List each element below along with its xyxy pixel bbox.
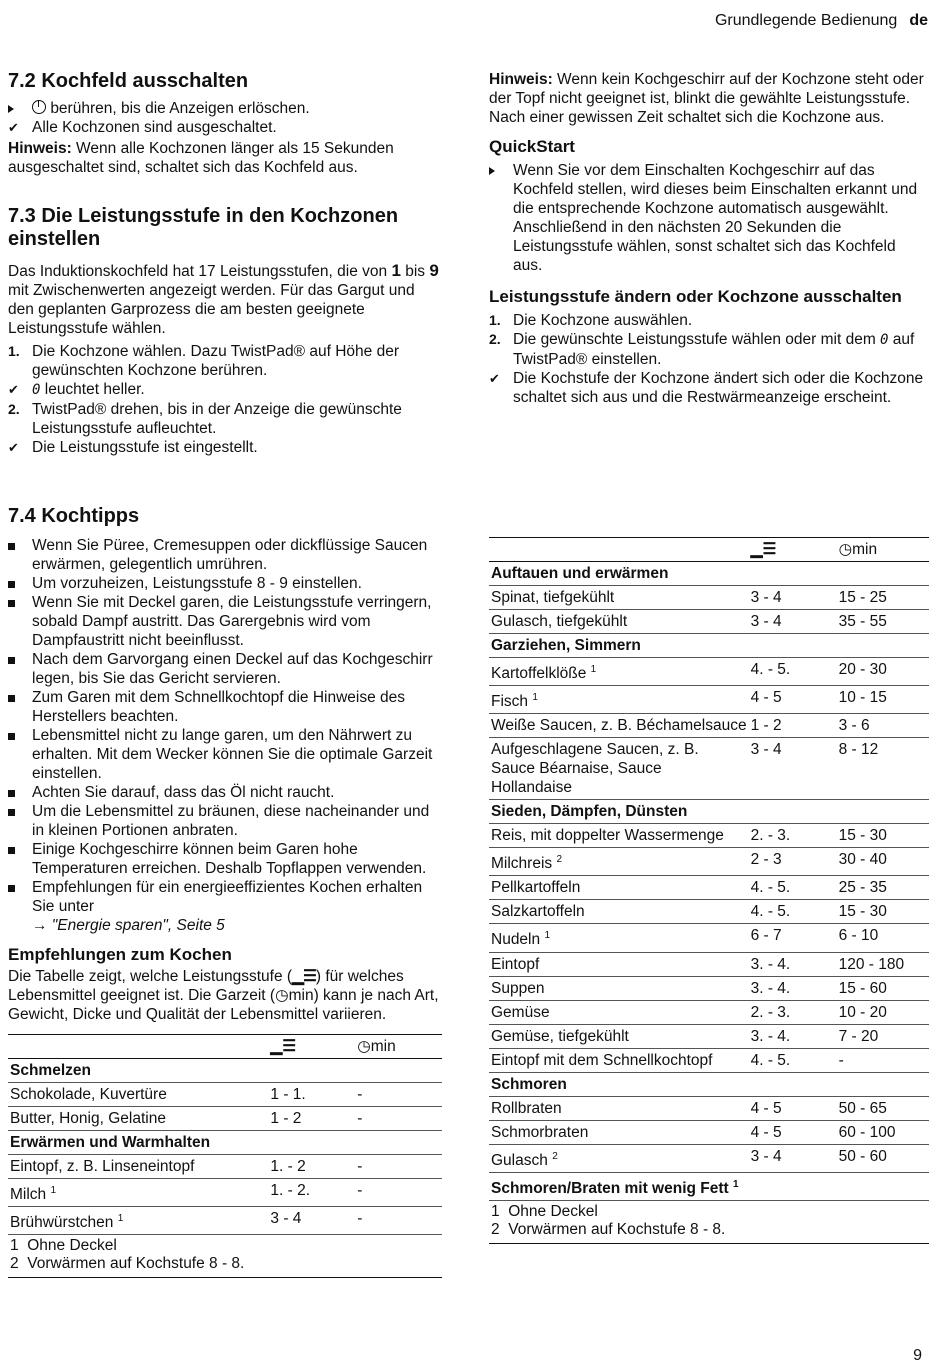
result-item: ✔ Die Kochstufe der Kochzone ändert sich oder die Kochzone schaltet sich aus und die Restwärmeanzeige erscheint. (489, 370, 924, 406)
footnote-2: 2 Vorwärmen auf Kochstufe 8 - 8. (491, 1220, 726, 1238)
time-cell: 60 - 100 (838, 1123, 896, 1141)
page-header (715, 12, 928, 30)
table-row: Rollbraten 4 - 5 50 - 65 (489, 1096, 929, 1120)
power-level-cell: 3. - 4. (750, 979, 791, 997)
power-level-cell: 4 - 5 (750, 1099, 782, 1117)
note-text: Wenn alle Kochzonen länger als 15 Sekunden ausgeschaltet sind, schaltet sich das Kochfeld aus. (8, 140, 394, 176)
time-cell: 25 - 35 (838, 879, 887, 897)
time-cell: 15 - 60 (838, 979, 887, 997)
power-level-cell: 3 - 4 (750, 741, 782, 759)
table-row: Eintopf mit dem Schnellkochtopf 4. - 5. - (489, 1048, 929, 1072)
quickstart-step: Wenn Sie vor dem Einschalten Kochgeschirr auf das Kochfeld stellen, wird dieses beim Einschalten erkannt und die entsprechende Kochzone automatisch ausgewählt. Anschließend in den nächsten 20 Sekunden die Leistungsstufe wählen, sonst schaltet sich das Kochfeld aus. (489, 161, 929, 275)
time-cell: 35 - 55 (838, 613, 887, 630)
time-column-header: ◷min (357, 1038, 396, 1055)
time-cell: 10 - 20 (838, 1003, 887, 1021)
square-bullet-icon (8, 543, 15, 550)
time-cell: 3 - 6 (838, 717, 870, 735)
time-cell: 120 - 180 (838, 955, 905, 973)
cooking-table-right (489, 537, 929, 1201)
table-row: Butter, Honig, Gelatine 1 - 2 - (8, 1107, 442, 1131)
arrow-bullet-icon (8, 105, 14, 113)
page-number: 9 (913, 1347, 922, 1364)
table-row: Schokolade, Kuvertüre 1 - 1. - (8, 1083, 442, 1107)
time-cell: 15 - 30 (838, 827, 887, 845)
clock-icon: ◷ (275, 987, 289, 1004)
time-cell: - (838, 1051, 844, 1069)
square-bullet-icon (8, 790, 15, 797)
table-row: Milch $^1$ 1. - 2. - (8, 1179, 442, 1207)
power-level-cell: 1 - 2 (750, 717, 782, 735)
quickstart-heading: QuickStart (489, 137, 575, 156)
power-level-icon: ▁☰ (270, 1038, 297, 1055)
table-row: Fisch $^1$ 4 - 5 10 - 15 (489, 686, 929, 714)
cooking-table-right-wrap (489, 537, 929, 1244)
level-min-glyph: 1 (391, 261, 401, 280)
table-row: Pellkartoffeln 4. - 5. 25 - 35 (489, 876, 929, 900)
section-7-2-heading: 7.2 Kochfeld ausschalten (8, 70, 249, 92)
power-level-cell: 1. - 2 (270, 1158, 306, 1175)
power-level-cell: 3. - 4. (750, 955, 791, 973)
power-level-cell: 3 - 4 (750, 613, 782, 630)
table-row: Schmorbraten 4 - 5 60 - 100 (489, 1120, 929, 1144)
table-category-row: Schmoren (489, 1072, 929, 1096)
recommendations-heading: Empfehlungen zum Kochen (8, 945, 232, 964)
table-row: Reis, mit doppelter Wassermenge 2. - 3. 15 - 30 (489, 824, 929, 848)
note-label: Hinweis: (8, 140, 72, 157)
footnote-1: 1 Ohne Deckel (491, 1202, 598, 1220)
step-text: berühren, bis die Anzeigen erlöschen. (50, 100, 310, 117)
square-bullet-icon (8, 581, 15, 588)
table-category-row: Sieden, Dämpfen, Dünsten (489, 800, 929, 824)
square-bullet-icon (8, 657, 15, 664)
square-bullet-icon (8, 733, 15, 740)
section-7-4 (8, 505, 442, 1278)
table-row: Weiße Saucen, z. B. Béchamelsauce 1 - 2 3 - 6 (489, 714, 929, 738)
table-row: Suppen 3. - 4. 15 - 60 (489, 976, 929, 1000)
table-row: Salzkartoffeln 4. - 5. 15 - 30 (489, 900, 929, 924)
tip-item: Einige Kochgeschirre können beim Garen hohe Temperaturen erreichen. Deshalb Topflappen verwenden. (8, 840, 442, 878)
check-icon: ✔ (8, 120, 19, 135)
tip-item: Um vorzuheizen, Leistungsstufe 8 - 9 einstellen. (8, 574, 442, 593)
display-zero-glyph: 0 (32, 382, 41, 398)
header-title: Grundlegende Bedienung (714, 12, 898, 29)
square-bullet-icon (8, 885, 15, 892)
clock-icon: ◷ (357, 1038, 371, 1055)
time-cell: 50 - 65 (838, 1099, 887, 1117)
table-row: Eintopf, z. B. Linseneintopf 1. - 2 - (8, 1155, 442, 1179)
power-level-icon: ▁☰ (750, 541, 777, 558)
section-7-4-heading: 7.4 Kochtipps (8, 505, 140, 527)
check-icon: ✔ (8, 440, 19, 455)
check-icon: ✔ (8, 382, 19, 397)
power-level-cell: 3 - 4 (750, 1147, 782, 1165)
time-column-header: ◷min (838, 541, 878, 558)
power-level-icon: ▁☰ (292, 968, 316, 985)
time-cell: 10 - 15 (838, 689, 887, 707)
table-row: Gemüse, tiefgekühlt 3. - 4. 7 - 20 (489, 1024, 929, 1048)
power-level-cell: 1. - 2. (270, 1182, 311, 1199)
step-item: 2. Die gewünschte Leistungsstufe wählen oder mit dem 0 auf TwistPad® einstellen. (489, 331, 915, 368)
power-level-cell: 2. - 3. (750, 1003, 791, 1021)
note (8, 139, 442, 177)
footnote-1: 1 Ohne Deckel (10, 1237, 117, 1255)
table-row: Gemüse 2. - 3. 10 - 20 (489, 1000, 929, 1024)
right-column-top (489, 70, 929, 407)
tip-item: Wenn Sie Püree, Cremesuppen oder dickflüssige Saucen erwärmen, gelegentlich umrühren. (8, 536, 442, 574)
time-cell: 7 - 20 (838, 1027, 879, 1045)
level-max-glyph: 9 (429, 261, 439, 280)
power-level-cell: 3. - 4. (750, 1027, 791, 1045)
tip-item: Um die Lebensmittel zu bräunen, diese nacheinander und in kleinen Portionen anbraten. (8, 802, 442, 840)
power-icon (32, 100, 46, 114)
table-category-row: Schmoren/Braten mit wenig Fett $^1$ (489, 1172, 929, 1200)
footnotes (8, 1235, 442, 1278)
power-level-cell: 3 - 4 (750, 589, 782, 606)
power-level-cell: 4. - 5. (750, 879, 791, 897)
cross-reference-link[interactable]: → "Energie sparen", Seite 5 (32, 917, 225, 934)
table-category-row: Auftauen und erwärmen (489, 562, 929, 586)
table-row: Brühwürstchen $^1$ 3 - 4 - (8, 1207, 442, 1235)
result-text: Alle Kochzonen sind ausgeschaltet. (32, 119, 277, 136)
section-7-2 (8, 70, 442, 177)
step-item: 1. Die Kochzone wählen. Dazu TwistPad® auf Höhe der gewünschten Kochzone berühren. (8, 343, 399, 379)
time-cell: 30 - 40 (838, 851, 887, 869)
table-row: Gulasch, tiefgekühlt 3 - 4 35 - 55 (489, 610, 929, 634)
recommendations-text: Die Tabelle zeigt, welche Leistungsstufe (▁☰) für welches Lebensmittel geeignet ist. Die Garzeit (◷min) kann je nach Art, Gewicht, Dicke und Qualität der Lebensmittel variieren. (8, 968, 439, 1023)
power-level-cell: 3 - 4 (270, 1210, 302, 1228)
display-zero-glyph: 0 (880, 332, 889, 348)
table-category-row: Erwärmen und Warmhalten (8, 1131, 442, 1155)
power-level-cell: 2 - 3 (750, 851, 782, 869)
tips-list (8, 536, 442, 935)
header-language: de (909, 12, 928, 29)
power-level-cell: 4. - 5. (750, 661, 791, 678)
clock-icon: ◷ (838, 541, 853, 558)
table-category-row: Garziehen, Simmern (489, 634, 929, 658)
section-7-3-heading: 7.3 Die Leistungsstufe in den Kochzonen einstellen (8, 205, 399, 250)
table-row: Aufgeschlagene Saucen, z. B. Sauce Béarnaise, Sauce Hollandaise 3 - 4 8 - 12 (489, 738, 929, 800)
tip-item: Lebensmittel nicht zu lange garen, um den Nährwert zu erhalten. Mit dem Wecker können Sie die optimale Garzeit einstellen. (8, 726, 442, 783)
square-bullet-icon (8, 695, 15, 702)
power-level-cell: 2. - 3. (750, 827, 791, 845)
power-level-cell: 6 - 7 (750, 927, 782, 945)
table-row: Gulasch $^2$ 3 - 4 50 - 60 (489, 1144, 929, 1172)
change-level-heading: Leistungsstufe ändern oder Kochzone ausschalten (489, 287, 902, 306)
time-cell: 8 - 12 (838, 741, 879, 759)
time-cell: - (357, 1210, 363, 1228)
step-item: 2. TwistPad® drehen, bis in der Anzeige die gewünschte Leistungsstufe aufleuchtet. (8, 401, 402, 437)
check-icon: ✔ (489, 371, 500, 386)
power-level-cell: 4. - 5. (750, 903, 791, 921)
footnotes (489, 1201, 929, 1244)
section-7-3-intro: Das Induktionskochfeld hat 17 Leistungsstufen, die von 1 bis 9 mit Zwischenwerten angezeigt werden. Für das Gargut und den geplanten Garprozess die am besten geeignete Leistungsstufe wählen. (8, 261, 439, 337)
power-level-cell: 4 - 5 (750, 689, 782, 707)
result-item: ✔ Die Leistungsstufe ist eingestellt. (8, 439, 258, 456)
table-category-row: Schmelzen (8, 1059, 442, 1083)
tip-item: Wenn Sie mit Deckel garen, die Leistungsstufe verringern, sobald Dampf austritt. Das Garergebnis wird vom Dampfaustritt nicht beeinflusst. (8, 593, 442, 650)
table-row: Milchreis $^2$ 2 - 3 30 - 40 (489, 848, 929, 876)
time-cell: - (357, 1110, 363, 1127)
tip-item: Nach dem Garvorgang einen Deckel auf das Kochgeschirr legen, bis Sie das Gericht servieren. (8, 650, 442, 688)
table-row: Kartoffelklöße $^1$ 4. - 5. 20 - 30 (489, 658, 929, 686)
time-cell: - (357, 1158, 363, 1175)
table-row: Eintopf 3. - 4. 120 - 180 (489, 952, 929, 976)
note: Hinweis: Wenn kein Kochgeschirr auf der Kochzone steht oder der Topf nicht geeignet ist, blinkt die gewählte Leistungsstufe. Nach einer gewissen Zeit schaltet sich die Kochzone aus. (489, 71, 924, 126)
time-cell: 15 - 30 (838, 903, 887, 921)
cooking-table-left (8, 1034, 442, 1235)
result-item (8, 118, 442, 137)
time-cell: - (357, 1182, 363, 1199)
power-level-cell: 4. - 5. (750, 1051, 791, 1069)
time-cell: 6 - 10 (838, 927, 879, 945)
square-bullet-icon (8, 600, 15, 607)
time-cell: 20 - 30 (838, 661, 887, 678)
result-item: ✔ 0 leuchtet heller. (8, 381, 145, 398)
tip-item: Zum Garen mit dem Schnellkochtopf die Hinweise des Herstellers beachten. (8, 688, 442, 726)
table-row: Spinat, tiefgekühlt 3 - 4 15 - 25 (489, 586, 929, 610)
table-row: Nudeln $^1$ 6 - 7 6 - 10 (489, 924, 929, 952)
power-level-cell: 1 - 1. (270, 1086, 306, 1103)
time-cell: 50 - 60 (838, 1147, 887, 1165)
tip-item: Empfehlungen für ein energieeffizientes Kochen erhalten Sie unter → "Energie sparen", Seite 5 (8, 878, 442, 935)
power-level-cell: 1 - 2 (270, 1110, 302, 1127)
square-bullet-icon (8, 809, 15, 816)
tip-item: Achten Sie darauf, dass das Öl nicht raucht. (8, 783, 442, 802)
arrow-bullet-icon (489, 167, 495, 175)
time-cell: - (357, 1086, 363, 1103)
step-item: 1. Die Kochzone auswählen. (489, 312, 693, 329)
section-7-3 (8, 205, 442, 457)
footnote-2: 2 Vorwärmen auf Kochstufe 8 - 8. (10, 1255, 245, 1273)
square-bullet-icon (8, 847, 15, 854)
time-cell: 15 - 25 (838, 589, 887, 606)
step-item (8, 99, 442, 118)
power-level-cell: 4 - 5 (750, 1123, 782, 1141)
